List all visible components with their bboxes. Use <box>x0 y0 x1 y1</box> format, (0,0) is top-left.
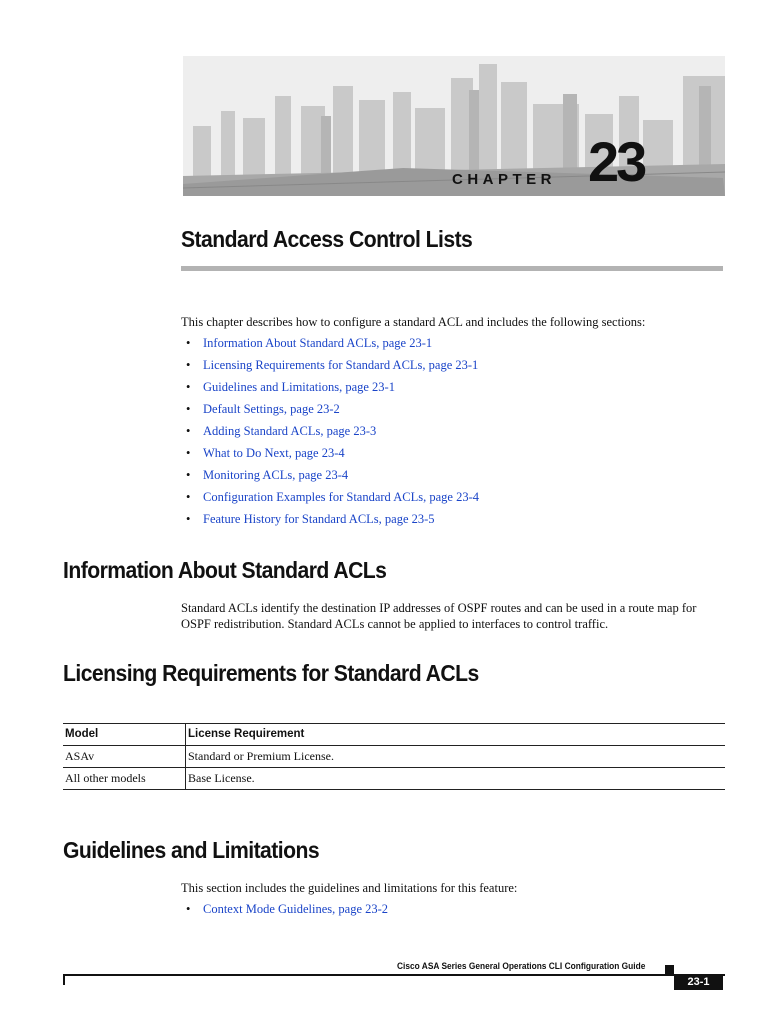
footer-marker <box>665 965 674 974</box>
bullet-icon: • <box>186 490 191 504</box>
bullet-icon: • <box>186 402 191 416</box>
column-header-license: License Requirement <box>186 724 726 746</box>
toc-item[interactable] <box>181 379 479 401</box>
bullet-icon: • <box>186 446 191 460</box>
heading-guidelines: Guidelines and Limitations <box>63 837 320 863</box>
toc-item[interactable] <box>181 445 479 467</box>
table-row <box>63 746 725 768</box>
table-cell: Standard or Premium License. <box>186 746 726 768</box>
table-row <box>63 768 725 790</box>
footer-crop-tick <box>63 974 65 985</box>
toc-link[interactable]: Adding Standard ACLs, page 23-3 <box>203 424 377 438</box>
table-cell: ASAv <box>63 746 186 768</box>
bullet-icon: • <box>186 358 191 372</box>
toc-item[interactable] <box>181 357 479 379</box>
toc-link[interactable]: Feature History for Standard ACLs, page 23-5 <box>203 512 435 526</box>
bullet-icon: • <box>186 380 191 394</box>
guidelines-list-item[interactable] <box>181 902 388 917</box>
toc-link[interactable]: Configuration Examples for Standard ACLs, page 23-4 <box>203 490 479 504</box>
table-cell: All other models <box>63 768 186 790</box>
page-title: Standard Access Control Lists <box>181 226 473 252</box>
heading-information: Information About Standard ACLs <box>63 557 387 583</box>
toc-link[interactable]: Licensing Requirements for Standard ACLs, page 23-1 <box>203 358 479 372</box>
table-header-row <box>63 724 725 746</box>
toc-link[interactable]: Default Settings, page 23-2 <box>203 402 340 416</box>
chapter-label: CHAPTER <box>452 171 557 188</box>
table-cell: Base License. <box>186 768 726 790</box>
intro-text: This chapter describes how to configure a standard ACL and includes the following sections: <box>181 315 646 329</box>
toc-item[interactable] <box>181 511 479 533</box>
title-rule <box>181 266 723 271</box>
column-header-model: Model <box>63 724 186 746</box>
toc-item[interactable] <box>181 423 479 445</box>
information-body: Standard ACLs identify the destination IP addresses of OSPF routes and can be used in a route map for OSPF redistribution. Standard ACLs cannot be applied to interfaces to control traffic. <box>181 601 697 631</box>
guidelines-link[interactable]: Context Mode Guidelines, page 23-2 <box>203 902 389 916</box>
chapter-number: 23 <box>588 130 645 193</box>
bullet-icon: • <box>186 902 191 916</box>
heading-licensing: Licensing Requirements for Standard ACLs <box>63 660 479 686</box>
bullet-icon: • <box>186 512 191 526</box>
toc-link[interactable]: Guidelines and Limitations, page 23-1 <box>203 380 395 394</box>
license-table <box>63 723 725 790</box>
toc-item[interactable] <box>181 467 479 489</box>
bullet-icon: • <box>186 336 191 350</box>
toc-link[interactable]: Monitoring ACLs, page 23-4 <box>203 468 349 482</box>
page-number-badge: 23-1 <box>674 975 723 990</box>
section-toc <box>181 335 479 533</box>
footer-rule <box>63 974 725 976</box>
toc-link[interactable]: Information About Standard ACLs, page 23-1 <box>203 336 433 350</box>
toc-item[interactable] <box>181 489 479 511</box>
toc-item[interactable] <box>181 401 479 423</box>
toc-link[interactable]: What to Do Next, page 23-4 <box>203 446 345 460</box>
toc-item[interactable] <box>181 335 479 357</box>
footer-guide-title: Cisco ASA Series General Operations CLI Configuration Guide <box>397 961 646 972</box>
bullet-icon: • <box>186 468 191 482</box>
bullet-icon: • <box>186 424 191 438</box>
guidelines-body: This section includes the guidelines and limitations for this feature: <box>181 881 518 895</box>
